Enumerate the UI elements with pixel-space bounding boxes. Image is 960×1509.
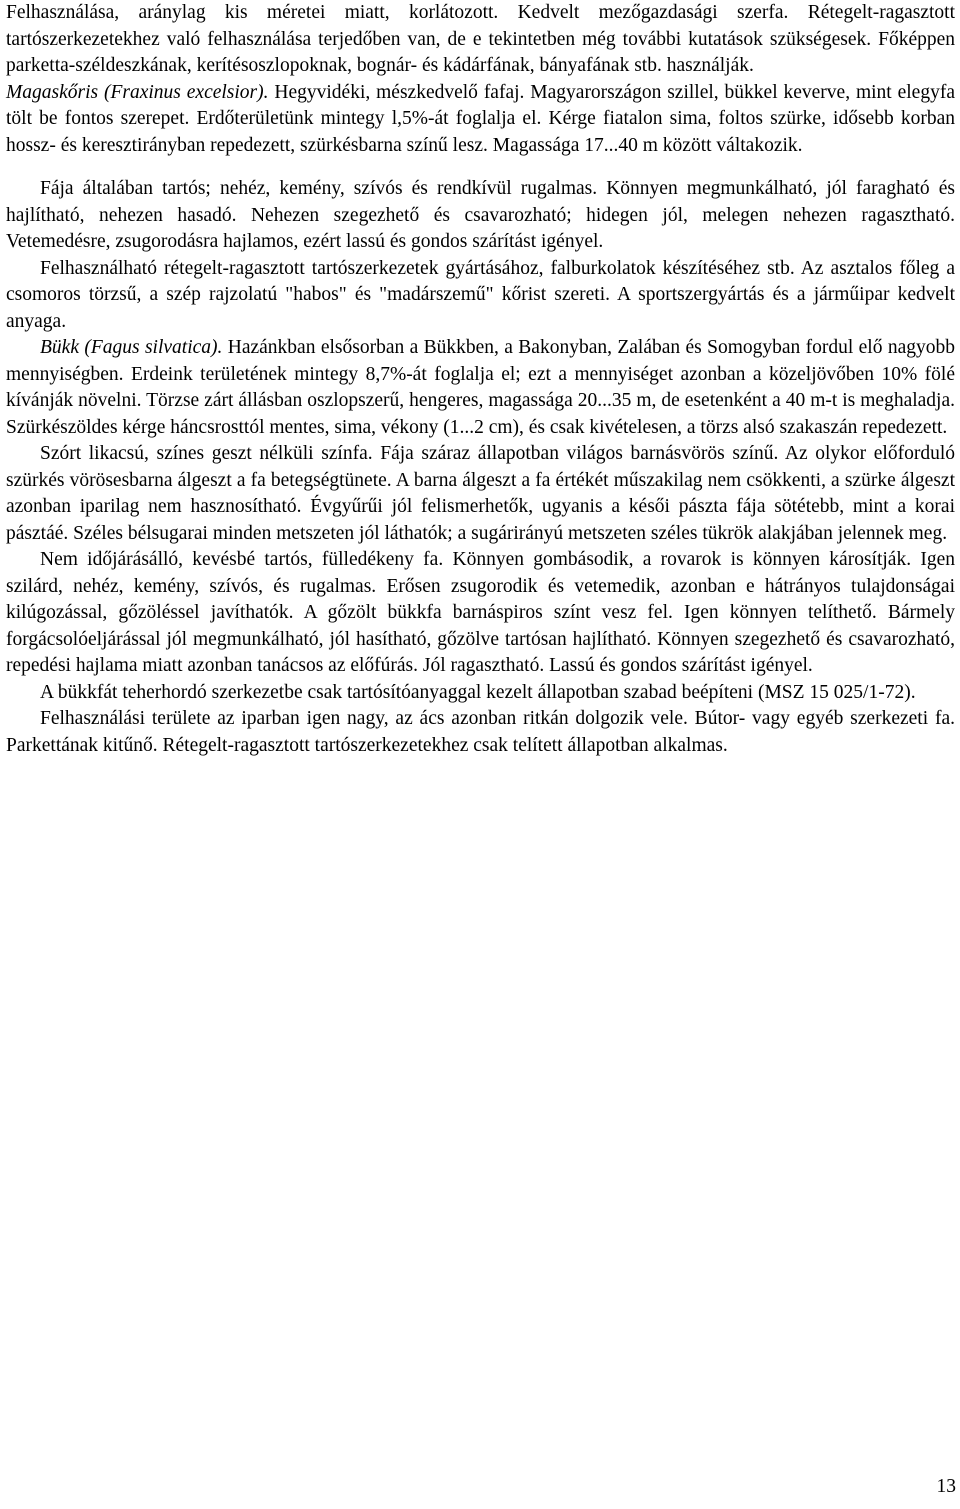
page-number: 13 bbox=[936, 1476, 956, 1497]
paragraph-ash-usage bbox=[6, 0, 955, 80]
paragraph-beech-structure bbox=[6, 441, 955, 547]
paragraph-text: Hegyvidéki, mészkedvelő fafaj. Magyarországon szillel, bükkel keverve, mint elegyfa tölt be fontos szerepet. Erdőterületünk mintegy l,5%-át foglalja el. Kérge fiatalon sima, foltos szürke, idősebb korban hossz- és keresztirányban repedezett, szürkésbarna színű lesz. Magassága 17...40 m között váltakozik. bbox=[6, 81, 955, 156]
paragraph-beech-standard bbox=[6, 680, 955, 707]
paragraph-text: Felhasználható rétegelt-ragasztott tartószerkezetek gyártásához, falburkolatok készítéséhez stb. Az asztalos főleg a csomoros törzsű, a szép rajzolatú "habos" és "madárszemű" kőrist szereti. A sportszergyártás és a járműipar kedvelt anyaga. bbox=[6, 257, 955, 332]
document-page bbox=[6, 0, 955, 759]
paragraph-ash-applications bbox=[6, 256, 955, 336]
paragraph-beech-species bbox=[6, 335, 955, 441]
paragraph-text: Szórt likacsú, színes geszt nélküli színfa. Fája száraz állapotban világos barnásvörös színű. Az olykor előforduló szürkés vörösesbarna álgeszt a fa betegségtünete. A barna álgeszt a fa értékét műszakilag nem csökkenti, a szürke álgeszt azonban iparilag nem hasznosítható. Évgyűrűi jól felismerhetők, ugyanis a késői pászta fája sötétebb, mint a korai pásztáé. Széles bélsugarai minden metszeten jól láthatók; a sugárirányú metszeten széles tükrök alakjában jelennek meg. bbox=[6, 443, 955, 544]
paragraph-beech-properties bbox=[6, 547, 955, 680]
paragraph-beech-applications bbox=[6, 706, 955, 759]
paragraph-text: Nem időjárásálló, kevésbé tartós, fülledékeny fa. Könnyen gombásodik, a rovarok is könnyen károsítják. Igen szilárd, nehéz, kemény, szívós, és rugalmas. Erősen zsugorodik és vetemedik, azonban e hátrányos tulajdonságai kilúgozással, gőzöléssel javíthatók. A gőzölt bükkfa barnáspiros színt vesz fel. Igen könnyen telíthető. Bármely forgácsolóeljárással jól megmunkálható, jól hasítható, gőzölve tartósan hajlítható. Könnyen szegezhető és csavarozható, repedési hajlama miatt azonban tanácsos az előfúrás. Jól ragasztható. Lassú és gondos szárítást igényel. bbox=[6, 549, 955, 676]
paragraph-ash-species bbox=[6, 80, 955, 160]
paragraph-text: Fája általában tartós; nehéz, kemény, szívós és rendkívül rugalmas. Könnyen megmunkálható, jól faragható és hajlítható, nehezen hasadó. Nehezen szegezhető és csavarozható; hidegen jól, melegen nehezen ragasztható. Vetemedésre, zsugorodásra hajlamos, ezért lassú és gondos szárítást igényel. bbox=[6, 178, 955, 252]
species-heading-ash: Magaskőris (Fraxinus excelsior). bbox=[6, 81, 269, 103]
species-heading-beech: Bükk (Fagus silvatica). bbox=[40, 337, 223, 358]
paragraph-text: Felhasználása, aránylag kis méretei miatt, korlátozott. Kedvelt mezőgazdasági szerfa. Rétegelt-ragasztott tartószerkezetekhez való felhasználása terjedőben van, de e tekintetben még további kutatások szükségesek. Főképpen parketta-széldeszkának, kerítésoszlopoknak, bognár- és kádárfának, bányafának stb. használják. bbox=[6, 2, 955, 76]
paragraph-text: A bükkfát teherhordó szerkezetbe csak tartósítóanyaggal kezelt állapotban szabad beépíteni (MSZ 15 025/1-72). bbox=[40, 681, 916, 703]
paragraph-text: Hazánkban elsősorban a Bükkben, a Bakonyban, Zalában és Somogyban fordul elő nagyobb mennyiségben. Erdeink területének mintegy 8,7%-át foglalja el; ezt a mennyiséget azonban a közeljövőben 10% fölé kívánják növelni. Törzse zárt állásban oszlopszerű, hengeres, magassága 20...35 m, de esetenként a 40 m-t is meghaladja. Szürkészöldes kérge háncsrosttól mentes, sima, vékony (1...2 cm), és csak kivételesen, a törzs alsó szakaszán repedezett. bbox=[6, 337, 955, 438]
paragraph-ash-properties bbox=[6, 176, 955, 256]
paragraph-text: Felhasználási területe az iparban igen nagy, az ács azonban ritkán dolgozik vele. Bútor- vagy egyéb szerkezeti fa. Parkettának kitűnő. Rétegelt-ragasztott tartószerkezetekhez csak telített állapotban alkalmas. bbox=[6, 708, 955, 756]
